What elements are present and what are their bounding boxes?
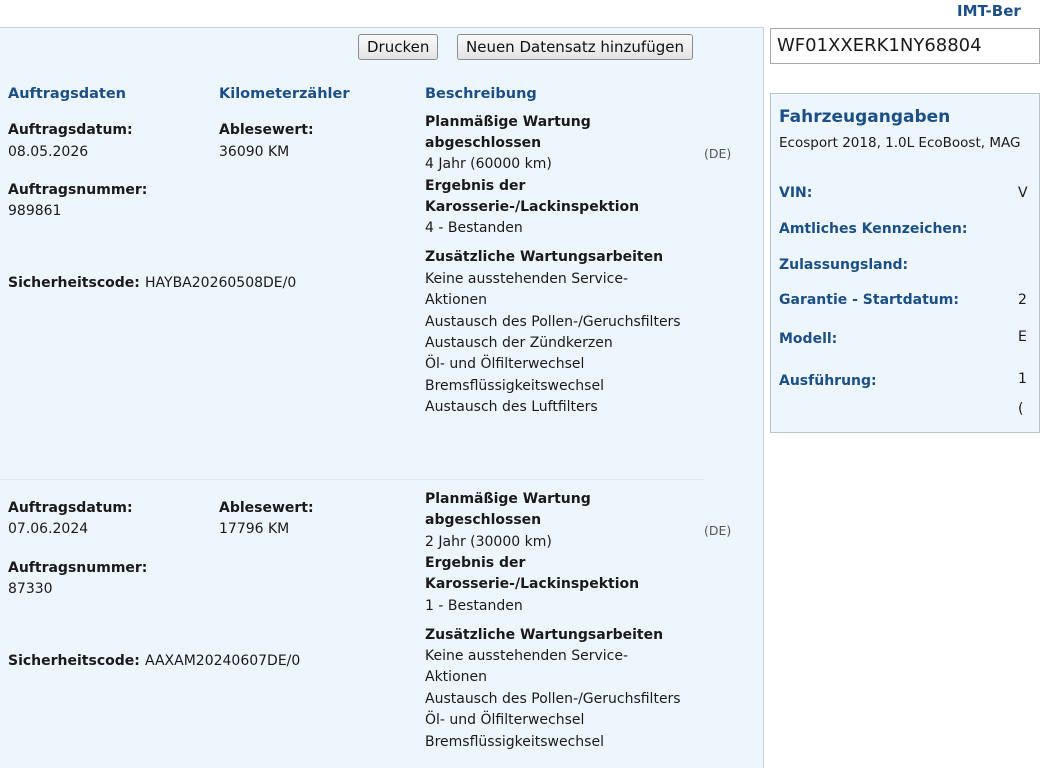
extra-work-item: Austausch des Pollen-/Geruchsfilters xyxy=(425,314,681,330)
extra-work-item: Aktionen xyxy=(425,669,487,685)
extra-work-item: Austausch der Zündkerzen xyxy=(425,335,613,351)
order-number-label: Auftragsnummer: xyxy=(8,560,148,576)
vin-value: V xyxy=(1018,185,1028,201)
maintenance-title: Planmäßige Wartung xyxy=(425,114,591,130)
model-label: Modell: xyxy=(779,331,838,347)
inspection-title: Karosserie-/Lackinspektion xyxy=(425,576,640,592)
brand-label: IMT-Ber xyxy=(957,2,1021,20)
order-date-label: Auftragsdatum: xyxy=(8,122,133,138)
language-tag: (DE) xyxy=(704,146,732,161)
warranty-start-value: 2 xyxy=(1018,292,1027,308)
trim-value: 1 xyxy=(1018,371,1027,387)
reading-value: 36090 KM xyxy=(219,144,290,160)
column-header-description: Beschreibung xyxy=(425,86,537,102)
security-code-label: Sicherheitscode: xyxy=(8,653,140,669)
top-bar xyxy=(0,0,1024,27)
trim-value: ( xyxy=(1018,401,1024,417)
extra-work-item: Bremsflüssigkeitswechsel xyxy=(425,378,604,394)
inspection-result: 1 - Bestanden xyxy=(425,598,523,614)
security-code-value: AAXAM20240607DE/0 xyxy=(145,653,301,669)
order-number-value: 989861 xyxy=(8,203,62,219)
order-date-value: 07.06.2024 xyxy=(8,521,89,537)
language-tag: (DE) xyxy=(704,523,732,538)
order-date-label: Auftragsdatum: xyxy=(8,500,133,516)
column-header-odometer: Kilometerzähler xyxy=(219,86,350,102)
vehicle-description: Ecosport 2018, 1.0L EcoBoost, MAG xyxy=(779,135,1021,151)
inspection-result: 4 - Bestanden xyxy=(425,220,523,236)
extra-work-item: Austausch des Luftfilters xyxy=(425,399,598,415)
extra-work-item: Öl- und Ölfilterwechsel xyxy=(425,356,585,372)
maintenance-interval: 4 Jahr (60000 km) xyxy=(425,156,552,172)
inspection-title: Karosserie-/Lackinspektion xyxy=(425,199,640,215)
order-number-label: Auftragsnummer: xyxy=(8,182,148,198)
extra-work-item: Öl- und Ölfilterwechsel xyxy=(425,712,585,728)
extra-work-item: Keine ausstehenden Service- xyxy=(425,648,629,664)
vin-search-input[interactable]: WF01XXERK1NY68804 xyxy=(770,28,1040,64)
reading-label: Ablesewert: xyxy=(219,500,314,516)
print-button[interactable]: Drucken xyxy=(358,34,438,60)
country-label: Zulassungsland: xyxy=(779,257,909,273)
extra-work-title: Zusätzliche Wartungsarbeiten xyxy=(425,627,664,643)
order-date-value: 08.05.2026 xyxy=(8,144,89,160)
warranty-start-label: Garantie - Startdatum: xyxy=(779,292,959,308)
extra-work-item: Aktionen xyxy=(425,292,487,308)
inspection-title: Ergebnis der xyxy=(425,178,526,194)
record-divider xyxy=(0,479,704,480)
add-record-button[interactable]: Neuen Datensatz hinzufügen xyxy=(457,34,693,60)
security-code-label: Sicherheitscode: xyxy=(8,275,140,291)
security-code-value: HAYBA20260508DE/0 xyxy=(145,275,297,291)
plate-label: Amtliches Kennzeichen: xyxy=(779,221,968,237)
trim-label: Ausführung: xyxy=(779,373,877,389)
extra-work-item: Keine ausstehenden Service- xyxy=(425,271,629,287)
extra-work-item: Bremsflüssigkeitswechsel xyxy=(425,734,604,750)
reading-value: 17796 KM xyxy=(219,521,290,537)
model-value: E xyxy=(1018,329,1027,345)
reading-label: Ablesewert: xyxy=(219,122,314,138)
extra-work-item: Austausch des Pollen-/Geruchsfilters xyxy=(425,691,681,707)
vin-label: VIN: xyxy=(779,185,813,201)
maintenance-interval: 2 Jahr (30000 km) xyxy=(425,534,552,550)
order-number-value: 87330 xyxy=(8,581,53,597)
extra-work-title: Zusätzliche Wartungsarbeiten xyxy=(425,249,664,265)
column-header-order: Auftragsdaten xyxy=(8,86,126,102)
maintenance-title: Planmäßige Wartung xyxy=(425,491,591,507)
vehicle-card-title: Fahrzeugangaben xyxy=(779,107,951,127)
inspection-title: Ergebnis der xyxy=(425,555,526,571)
maintenance-title: abgeschlossen xyxy=(425,512,542,528)
maintenance-title: abgeschlossen xyxy=(425,135,542,151)
